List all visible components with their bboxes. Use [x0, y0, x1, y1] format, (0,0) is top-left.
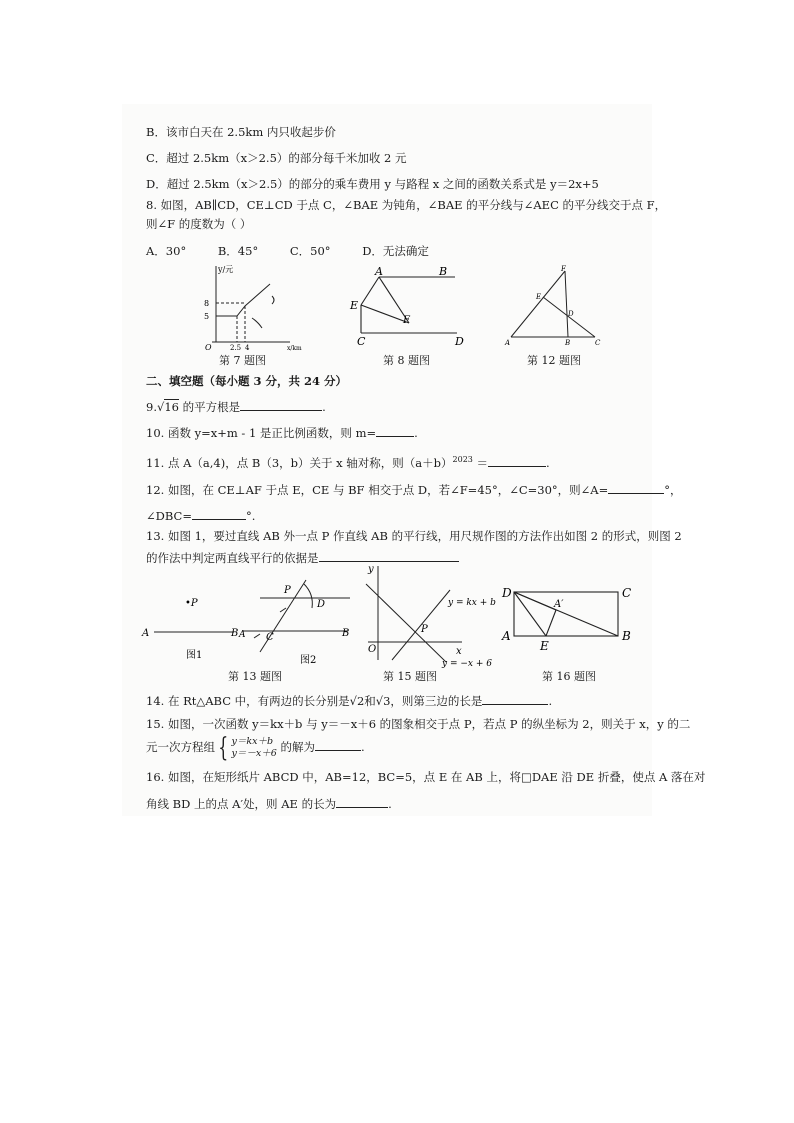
fig15-y-axis-label: y [368, 564, 374, 575]
fig8-label-d: D [455, 335, 464, 348]
fig12-label-b: B [565, 339, 571, 347]
q9-number: 9. [146, 400, 157, 414]
q15-line2: 元一次方程组 { y＝kx＋b y＝－x＋6 的解为 . [146, 733, 365, 763]
fig16-label-b: B [622, 629, 631, 643]
q15-equation-system [232, 736, 277, 760]
fig8-caption: 第 8 题图 [383, 354, 430, 367]
fig12-label-d: D [568, 310, 574, 318]
q14-answer-blank [482, 692, 548, 705]
fig7-xlabel: x/km [287, 345, 302, 352]
q13-answer-blank [319, 549, 459, 562]
q11: 11. 点 A（a,4)，点 B（3，b）关于 x 轴对称，则$(a+b)^{2023}$ ＝ . [146, 455, 550, 470]
fig12-label-e: E [536, 293, 542, 301]
figure-13 [142, 578, 362, 668]
q16-line2: 角线 BD 上的点 A′处，则 AE 的长为 . [146, 797, 392, 811]
fig8-label-b: B [439, 265, 448, 278]
fig7-ytick-5: 5 [204, 312, 210, 321]
fig15-line2-label: y = −x + 6 [442, 659, 492, 669]
q13-line1: 13. 如图 1，要过直线 AB 外一点 P 作直线 AB 的平行线，用尺规作图的方法作出如图 2 的形式，则图 2 [146, 529, 682, 543]
figure-15 [362, 562, 502, 668]
q8-line2: 则∠F 的度数为（ ） [146, 217, 252, 231]
q12-degree-1: °， [664, 483, 682, 497]
fig16-label-a: A [502, 629, 511, 643]
fig7-ylabel: y/元 [218, 265, 234, 274]
q15-eq2: y＝－x＋6 [231, 748, 277, 759]
q15-text-post: 的解为 [276, 740, 315, 754]
fig16-label-e: E [540, 639, 549, 653]
fig7-ytick-8: 8 [204, 299, 210, 308]
fig15-point-p: P [421, 624, 428, 635]
fig8-label-c: C [357, 335, 366, 348]
figure-12 [505, 265, 605, 350]
fig13-label-d2: D [317, 599, 326, 610]
q12-line1 [146, 481, 681, 498]
q11-exponent: 2023 [452, 455, 473, 464]
q11-tail: ＝ [472, 455, 489, 470]
q14: 14. 在 Rt△ABC 中，有两边的长分别是√2和√3，则第三边的长是 . [146, 694, 553, 708]
fig16-caption: 第 16 题图 [542, 670, 596, 683]
figure-8 [345, 265, 475, 350]
fig12-label-c: C [595, 339, 601, 347]
fig7-xtick-4: 4 [245, 344, 250, 352]
q15-line1: 15. 如图，一次函数 y＝kx＋b 与 y＝－x＋6 的图象相交于点 P，若点 P 的纵坐标为 2，则关于 x，y 的二 [146, 717, 691, 731]
q8-options [146, 243, 457, 259]
fig8-label-a: A [375, 265, 383, 278]
fig15-caption: 第 15 题图 [383, 670, 437, 683]
fig13-label-p2: P [284, 585, 291, 596]
q7-option-b: B．该市白天在 2.5km 内只收起步价 [146, 125, 336, 139]
fig13-label-a1: A [142, 628, 150, 639]
q9-text: 的平方根是 [178, 400, 241, 414]
q12-line2 [146, 507, 255, 524]
q7-option-c: C．超过 2.5km（x＞2.5）的部分每千米加收 2 元 [146, 151, 407, 165]
fig15-x-axis-label: x [456, 646, 462, 657]
fig13-label-c2: C [266, 632, 274, 643]
sqrt-symbol: √ [156, 400, 165, 414]
q11-answer-blank [488, 454, 546, 467]
q15-answer-blank [315, 738, 361, 751]
q8-option-a: A．30° [146, 244, 187, 258]
q10-text: 10. 函数 y=x+m - 1 是正比例函数，则 m= [146, 426, 377, 440]
fig7-caption: 第 7 题图 [219, 354, 266, 367]
section-2-heading: 二、填空题（每小题 3 分，共 24 分） [146, 374, 348, 388]
q12-degree-2: °. [245, 509, 256, 523]
fig15-line1-label: y = kx + b [448, 598, 496, 608]
fig13-label-b1: B [231, 628, 239, 639]
fig15-origin: O [368, 644, 377, 655]
figure-16 [498, 580, 638, 660]
q8-option-d: D．无法确定 [362, 244, 429, 258]
fig12-label-a: A [505, 339, 511, 347]
fig13-sub-label-2: 图2 [300, 655, 317, 666]
q10: 10. 函数 y=x+m - 1 是正比例函数，则 m= . [146, 426, 418, 440]
q9-radicand: 16 [164, 400, 179, 414]
q15-text: 元一次方程组 [146, 740, 215, 754]
q12-text-dbc: ∠DBC= [146, 509, 192, 523]
fig12-caption: 第 12 题图 [527, 354, 581, 367]
fig8-label-e: E [350, 299, 359, 312]
q9: 9.√16 的平方根是 . [146, 400, 326, 414]
q12-answer-blank-a [608, 481, 664, 494]
q8-option-b: B．45° [217, 244, 259, 258]
q12-text: 12. 如图，在 CE⊥AF 于点 E，CE 与 BF 相交于点 D，若∠F=45°，∠C=30°，则∠A= [146, 483, 609, 497]
q7-option-d: D．超过 2.5km（x＞2.5）的部分的乘车费用 y 与路程 x 之间的函数关系式是 y＝2x+5 [146, 177, 599, 191]
q14-text: 14. 在 Rt△ABC 中，有两边的长分别是√2和√3，则第三边的长是 [146, 694, 483, 708]
q8-option-c: C．50° [289, 244, 331, 258]
q10-answer-blank [376, 424, 414, 437]
q13-text: 的作法中判定两直线平行的依据是 [146, 551, 319, 565]
fig13-label-b2: B [342, 628, 350, 639]
fig16-label-d: D [502, 586, 512, 600]
figure-7 [190, 262, 310, 352]
fig16-label-a-prime: A′ [554, 599, 564, 610]
q12-answer-blank-dbc [192, 507, 246, 520]
q16-text: 角线 BD 上的点 A′处，则 AE 的长为 [146, 797, 337, 811]
q16-answer-blank [336, 795, 388, 808]
fig13-sub-label-1: 图1 [186, 650, 203, 661]
fig16-label-c: C [622, 586, 632, 600]
fig12-label-f: F [561, 265, 566, 273]
q11-text: 11. 点 A（a,4)，点 B（3，b）关于 x 轴对称，则（a＋b） [146, 455, 453, 470]
fig8-label-f: F [403, 315, 410, 326]
q15-eq1: y＝kx＋b [231, 736, 274, 747]
fig13-label-p1: •P [185, 598, 198, 609]
fig7-xtick-2-5: 2.5 [230, 344, 242, 352]
q9-answer-blank [240, 398, 322, 411]
q8-line1: 8. 如图，AB∥CD，CE⊥CD 于点 C，∠BAE 为钝角，∠BAE 的平分线与∠AEC 的平分线交于点 F， [146, 198, 667, 212]
brace-symbol: { [218, 733, 229, 763]
fig7-origin: O [205, 343, 212, 352]
fig13-label-a2: A [239, 630, 246, 640]
fig13-caption: 第 13 题图 [228, 670, 282, 683]
q16-line1: 16. 如图，在矩形纸片 ABCD 中，AB=12，BC=5，点 E 在 AB 上，将□DAE 沿 DE 折叠，使点 A 落在对 [146, 770, 706, 784]
